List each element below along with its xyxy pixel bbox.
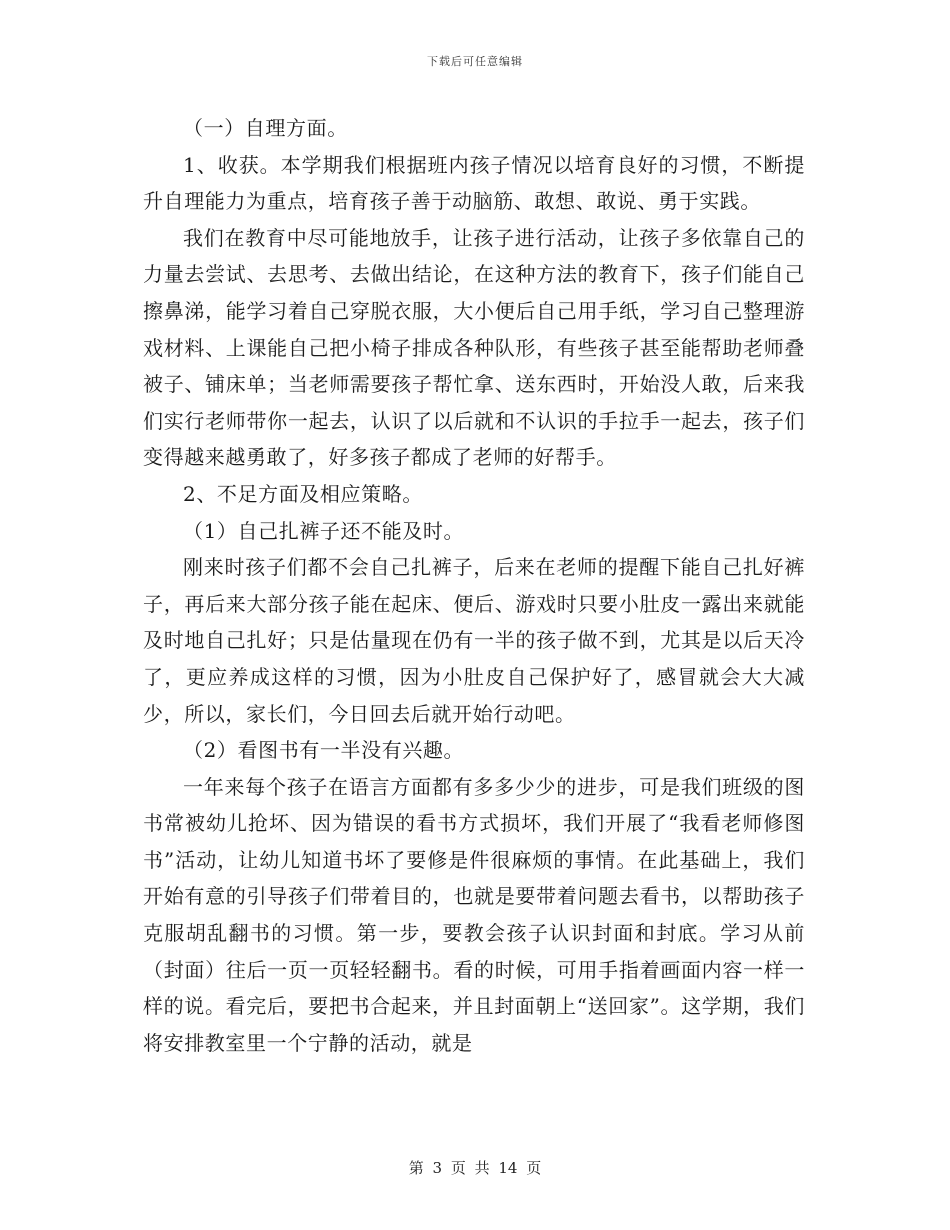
paragraph-books: 一年来每个孩子在语言方面都有多多少少的进步，可是我们班级的图书常被幼儿抢坏、因为错误的看书方式损坏，我们开展了“我看老师修图书”活动，让幼儿知道书坏了要修是件很麻烦的事情。在此基础上，我们开始有意的引导孩子们带着目的，也就是要带着问题去看书，以帮助孩子克服胡乱翻书的习惯。第一步，要教会孩子认识封面和封底。学习从前（封面）往后一页一页轻轻翻书。看的时候，可用手指着画面内容一样一样的说。看完后，要把书合起来，并且封面朝上“送回家”。这学期，我们将安排教室里一个宁静的活动，就是 [143,774,805,1055]
subheading-books: （2）看图书有一半没有兴趣。 [183,738,465,763]
subheading-pants: （1）自己扎裤子还不能及时。 [183,518,465,543]
page-header: 下载后可任意编辑 [427,55,523,68]
section-heading-self-care: （一）自理方面。 [183,116,348,140]
document-body [143,110,805,1061]
paragraph-gains: 1、收获。本学期我们根据班内孩子情况以培育良好的习惯，不断提升自理能力为重点，培育孩子善于动脑筋、敢想、敢说、勇于实践。 [143,152,805,214]
paragraph-pants: 刚来时孩子们都不会自己扎裤子，后来在老师的提醒下能自己扎好裤子，再后来大部分孩子能在起床、便后、游戏时只要小肚皮一露出来就能及时地自己扎好；只是估量现在仍有一半的孩子做不到，尤其是以后天冷了，更应养成这样的习惯，因为小肚皮自己保护好了，感冒就会大大减少，所以，家长们，今日回去后就开始行动吧。 [143,555,805,726]
paragraph-education-approach: 我们在教育中尽可能地放手，让孩子进行活动，让孩子多依靠自己的力量去尝试、去思考、去做出结论，在这种方法的教育下，孩子们能自己擦鼻涕，能学习着自己穿脱衣服，大小便后自己用手纸，学习自己整理游戏材料、上课能自己把小椅子排成各种队形，有些孩子甚至能帮助老师叠被子、铺床单；当老师需要孩子帮忙拿、送东西时，开始没人敢，后来我们实行老师带你一起去，认识了以后就和不认识的手拉手一起去，孩子们变得越来越勇敢了，好多孩子都成了老师的好帮手。 [143,225,805,470]
subheading-shortcomings: 2、不足方面及相应策略。 [183,481,423,506]
page-number: 第 3 页 共 14 页 [408,1159,542,1177]
